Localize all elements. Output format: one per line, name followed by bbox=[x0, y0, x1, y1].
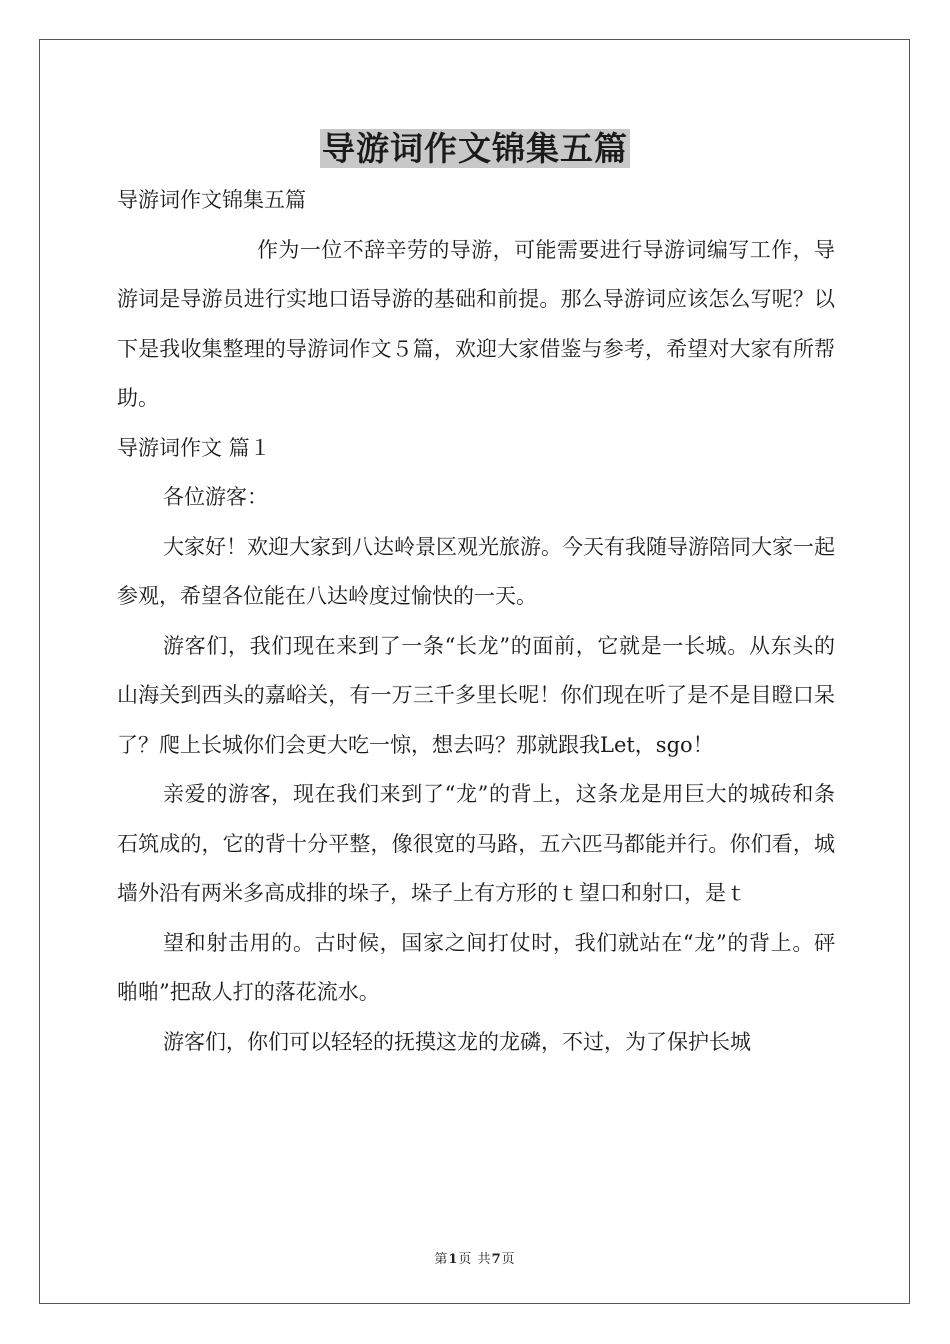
footer-total-pages: 7 bbox=[491, 1252, 502, 1267]
document-body bbox=[117, 176, 835, 1067]
footer-prefix: 第 bbox=[434, 1252, 449, 1267]
section-heading: 导游词作文 篇１ bbox=[117, 435, 271, 460]
intro-paragraph: 作为一位不辞辛劳的导游，可能需要进行导游词编写工作，导游词是导游员进行实地口语导游的基础和前提。那么导游词应该怎么写呢？以下是我收集整理的导游词作文５篇，欢迎大家借鉴与参考，希望对大家有所帮助。 bbox=[117, 237, 835, 410]
document-title-text: 导游词作文锦集五篇 bbox=[322, 129, 628, 168]
document-title bbox=[0, 126, 950, 172]
body-paragraph: 游客们，你们可以轻轻的抚摸这龙的龙磷，不过，为了保护长城 bbox=[163, 1029, 751, 1054]
subtitle-paragraph: 导游词作文锦集五篇 bbox=[117, 188, 306, 212]
body-paragraph: 亲爱的游客，现在我们来到了“龙”的背上，这条龙是用巨大的城砖和条石筑成的，它的背十分平整，像很宽的马路，五六匹马都能并行。你们看，城墙外沿有两米多高成排的垛子，垛子上有方形的ｔ望口和射口，是ｔ bbox=[117, 782, 835, 905]
footer-middle: 页 共 bbox=[458, 1252, 492, 1267]
page-footer bbox=[0, 1248, 950, 1267]
body-paragraph: 游客们，我们现在来到了一条“长龙”的面前，它就是一长城。从东头的山海关到西头的嘉峪关，有一万三千多里长呢！你们现在听了是不是目瞪口呆了？爬上长城你们会更大吃一惊，想去吗？那就跟我Let，sgo！ bbox=[117, 633, 835, 757]
greeting-paragraph: 各位游客： bbox=[163, 485, 268, 509]
footer-page-number: 1 bbox=[448, 1252, 459, 1267]
body-paragraph: 大家好！欢迎大家到八达岭景区观光旅游。今天有我随导游陪同大家一起参观，希望各位能在八达岭度过愉快的一天。 bbox=[117, 534, 835, 608]
body-paragraph: 望和射击用的。古时候，国家之间打仗时，我们就站在“龙”的背上。砰啪啪”把敌人打的落花流水。 bbox=[117, 930, 835, 1004]
footer-suffix: 页 bbox=[501, 1252, 516, 1267]
